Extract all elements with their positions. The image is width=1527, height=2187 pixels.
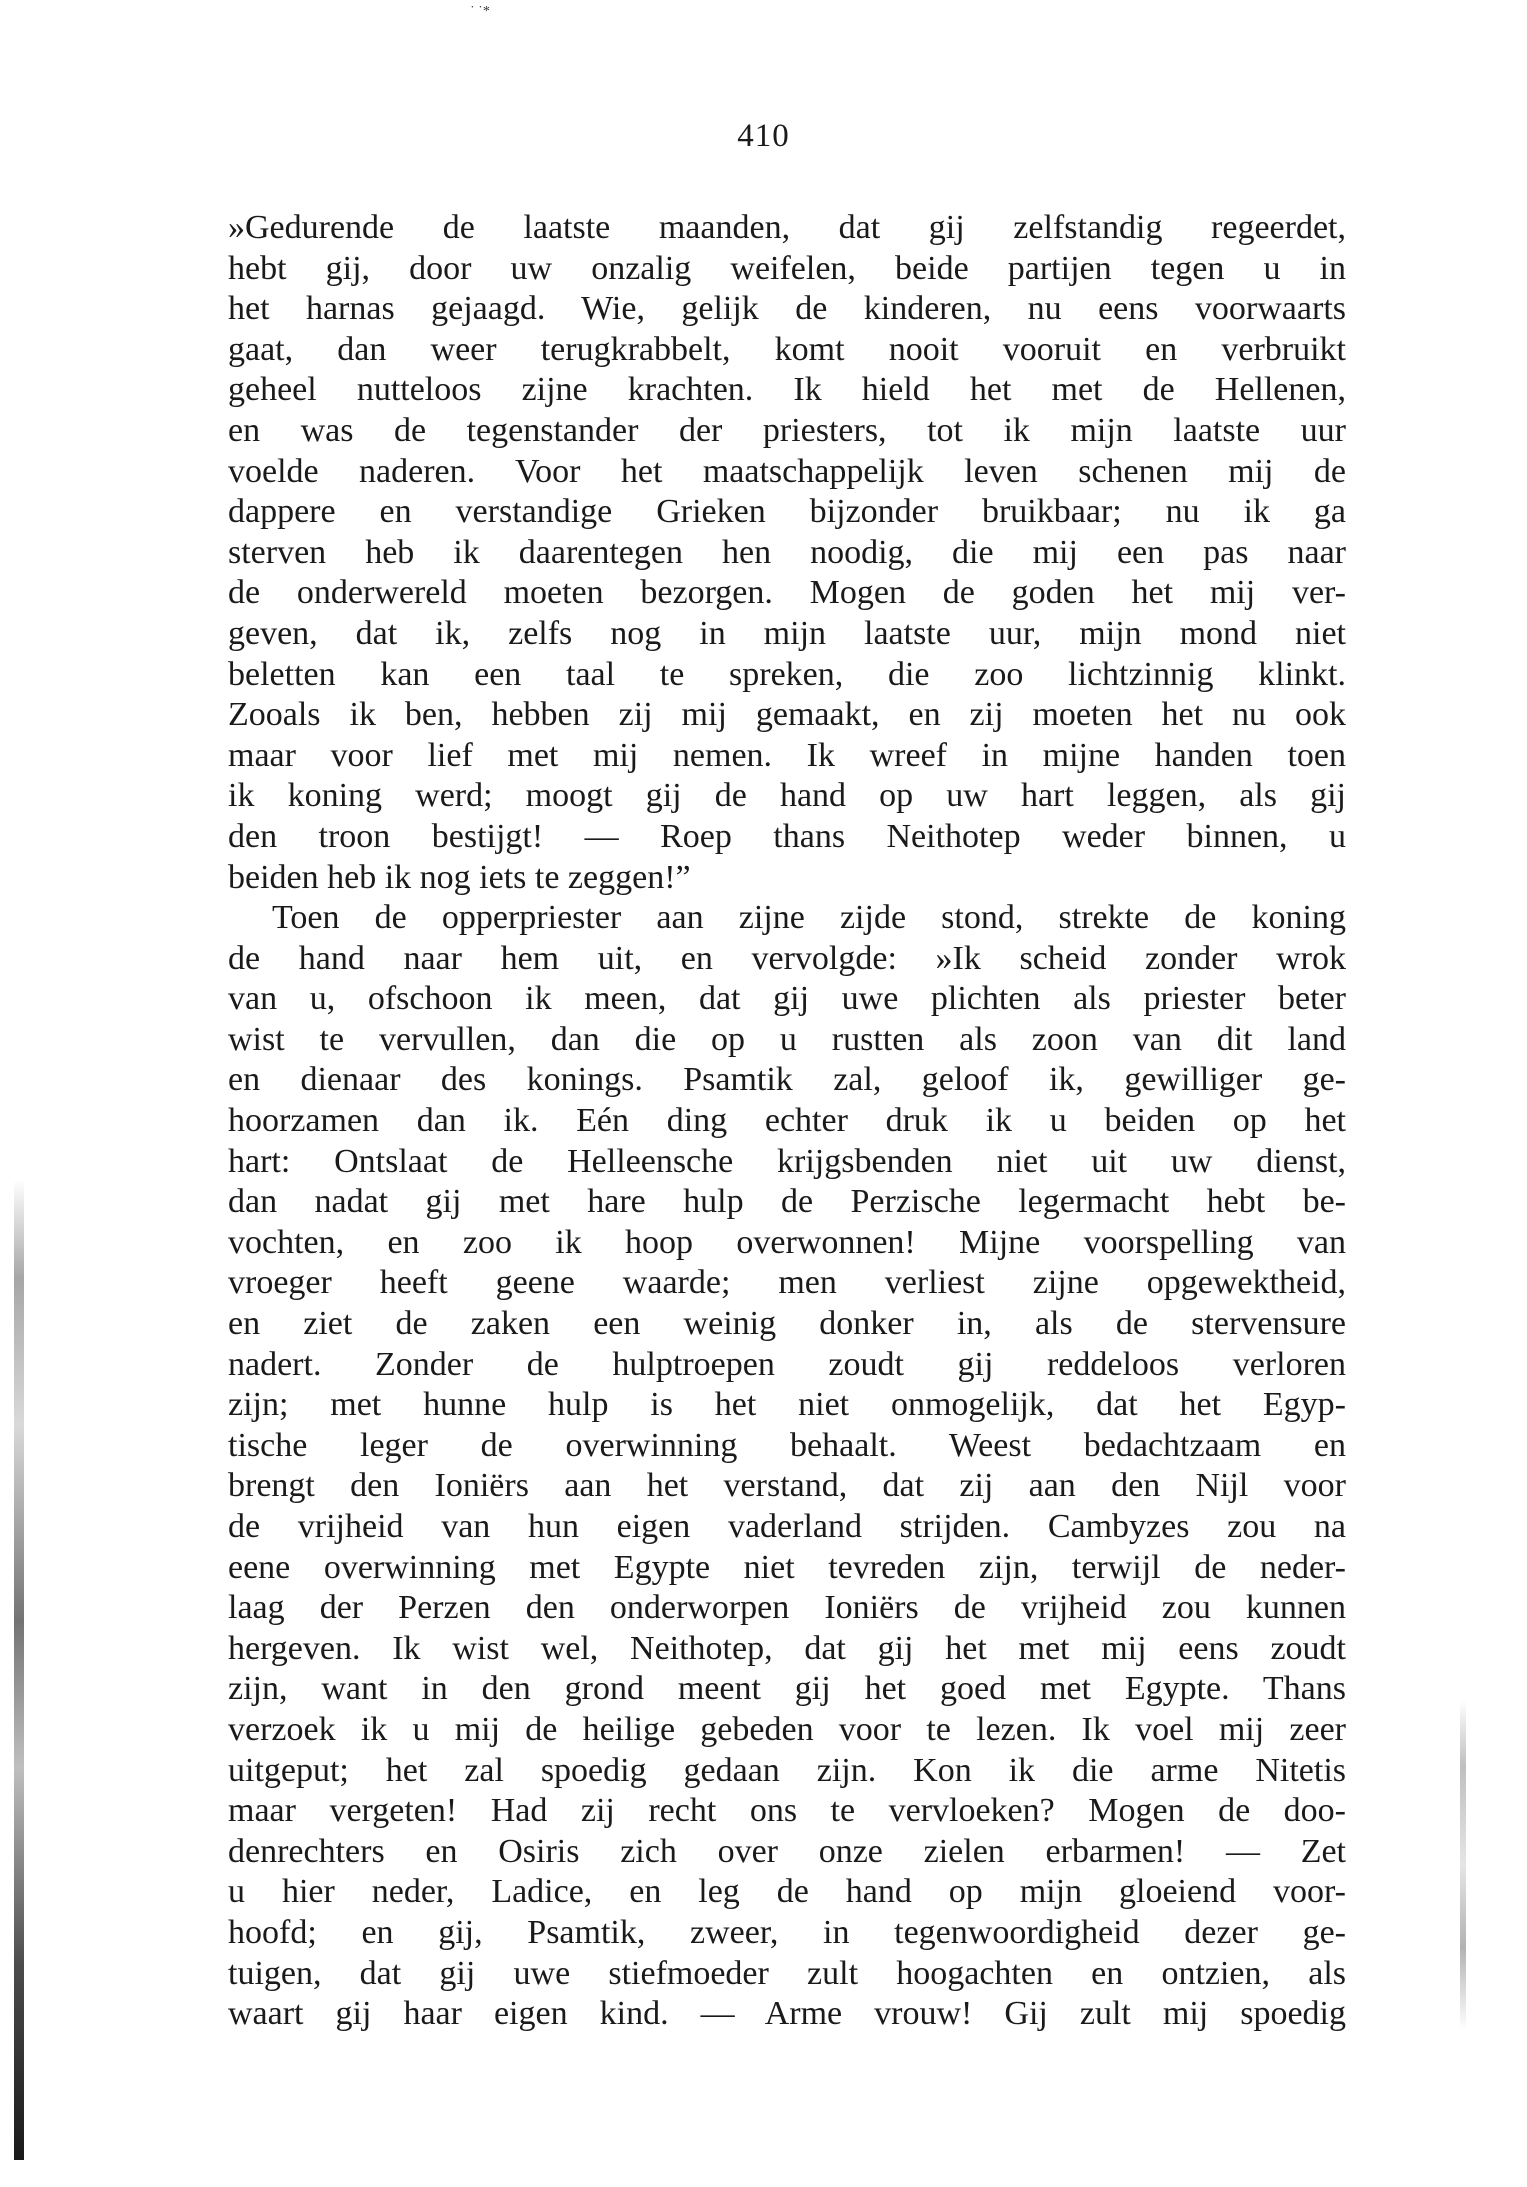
text-line: eene overwinning met Egypte niet tevreden zijn, terwijl de neder- [228,1548,1346,1586]
text-line: maar voor lief met mij nemen. Ik wreef in mijne handen toen [228,736,1346,774]
text-line: denrechters en Osiris zich over onze zielen erbarmen! — Zet [228,1832,1346,1870]
text-line: en ziet de zaken een weinig donker in, als de stervensure [228,1305,1346,1343]
text-line: laag der Perzen den onderworpen Ioniërs de vrijheid zou kunnen [228,1589,1346,1627]
text-line: »Gedurende de laatste maanden, dat gij zelfstandig regeerdet, [228,209,1346,246]
text-line: de vrijheid van hun eigen vaderland strijden. Cambyzes zou na [228,1508,1346,1545]
text-line: wist te vervullen, dan die op u rustten als zoon van dit land [228,1020,1346,1058]
text-line: en was de tegenstander der priesters, tot ik mijn laatste uur [228,411,1346,449]
text-line: den troon bestijgt! — Roep thans Neithotep weder binnen, u [228,817,1346,855]
text-line: de hand naar hem uit, en vervolgde: »Ik scheid zonder wrok [228,939,1346,977]
text-line: hoofd; en gij, Psamtik, zweer, in tegenwoordigheid dezer ge- [228,1913,1346,1951]
text-line: zijn; met hunne hulp is het niet onmogelijk, dat het Egyp- [228,1386,1346,1424]
text-line: van u, ofschoon ik meen, dat gij uwe plichten als priester beter [228,980,1346,1018]
text-line: tische leger de overwinning behaalt. Weest bedachtzaam en [228,1426,1346,1464]
text-line: gaat, dan weer terugkrabbelt, komt nooit vooruit en verbruikt [228,330,1346,368]
text-line: dappere en verstandige Grieken bijzonder bruikbaar; nu ik ga [228,493,1346,531]
text-line: hergeven. Ik wist wel, Neithotep, dat gij het met mij eens zoudt [228,1629,1346,1667]
text-line: de onderwereld moeten bezorgen. Mogen de goden het mij ver- [228,574,1346,612]
text-line: Zooals ik ben, hebben zij mij gemaakt, en zij moeten het nu ook [228,696,1346,734]
text-line-paragraph-end: beiden heb ik nog iets te zeggen!” [228,858,691,896]
text-line: vroeger heeft geene waarde; men verliest zijne opgewektheid, [228,1264,1346,1302]
text-line: het harnas gejaagd. Wie, gelijk de kinderen, nu eens voorwaarts [228,290,1346,328]
text-line: hart: Ontslaat de Helleensche krijgsbenden niet uit uw dienst, [228,1142,1346,1180]
text-line: tuigen, dat gij uwe stiefmoeder zult hoogachten en ontzien, als [228,1954,1346,1992]
text-line-paragraph-start: Toen de opperpriester aan zijne zijde stond, strekte de koning [272,899,1346,937]
text-line: en dienaar des konings. Psamtik zal, geloof ik, gewilliger ge- [228,1061,1346,1099]
text-line: waart gij haar eigen kind. — Arme vrouw! Gij zult mij spoedig [228,1995,1346,2033]
text-line: vochten, en zoo ik hoop overwonnen! Mijne voorspelling van [228,1223,1346,1261]
scan-edge-left [14,1180,24,2160]
text-line: ik koning werd; moogt gij de hand op uw hart leggen, als gij [228,777,1346,815]
text-line: u hier neder, Ladice, en leg de hand op mijn gloeiend voor- [228,1873,1346,1911]
body-text [228,208,1346,2035]
scan-speck: ˙ ˙* [470,4,490,19]
text-line: beletten kan een taal te spreken, die zoo lichtzinnig klinkt. [228,655,1346,693]
text-line: zijn, want in den grond meent gij het goed met Egypte. Thans [228,1670,1346,1708]
text-line: dan nadat gij met hare hulp de Perzische legermacht hebt be- [228,1183,1346,1221]
text-line: uitgeput; het zal spoedig gedaan zijn. Kon ik die arme Nitetis [228,1751,1346,1789]
page-number: 410 [737,118,790,154]
text-line: geven, dat ik, zelfs nog in mijn laatste uur, mijn mond niet [228,614,1346,652]
text-line: hoorzamen dan ik. Eén ding echter druk ik u beiden op het [228,1102,1346,1140]
text-line: hebt gij, door uw onzalig weifelen, beide partijen tegen u in [228,249,1346,287]
text-line: brengt den Ioniërs aan het verstand, dat zij aan den Nijl voor [228,1467,1346,1505]
text-line: nadert. Zonder de hulptroepen zoudt gij reddeloos verloren [228,1345,1346,1383]
text-line: geheel nutteloos zijne krachten. Ik hield het met de Hellenen, [228,371,1346,409]
scan-edge-right [1460,1700,1466,2030]
text-line: verzoek ik u mij de heilige gebeden voor te lezen. Ik voel mij zeer [228,1710,1346,1748]
text-line: sterven heb ik daarentegen hen noodig, die mij een pas naar [228,533,1346,571]
text-line: voelde naderen. Voor het maatschappelijk leven schenen mij de [228,452,1346,490]
text-line: maar vergeten! Had zij recht ons te vervloeken? Mogen de doo- [228,1792,1346,1830]
